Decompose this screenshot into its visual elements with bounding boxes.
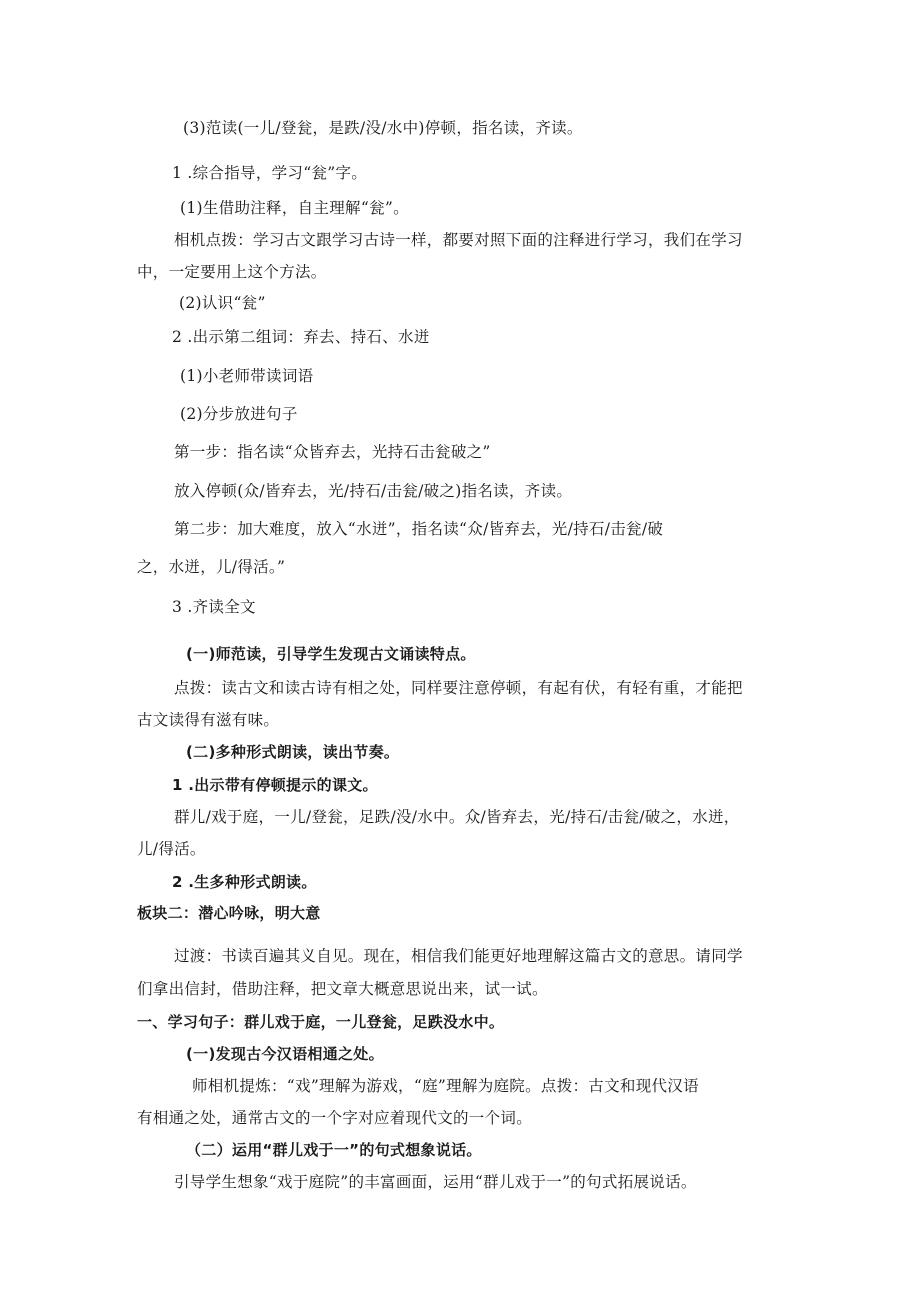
- section-heading: 1 .出示带有停顿提示的课文。: [172, 776, 378, 794]
- text-line: 第一步：指名读“众皆弃去，光持石击瓮破之”: [174, 443, 491, 461]
- text-line: 点拨：读古文和读古诗有相之处，同样要注意停顿，有起有伏，有轻有重，才能把: [174, 679, 743, 697]
- text-line: 3 .齐读全文: [172, 598, 256, 616]
- text-line: 有相通之处，通常古文的一个字对应着现代文的一个词。: [137, 1109, 533, 1127]
- text-line: 相机点拨：学习古文跟学习古诗一样，都要对照下面的注释进行学习，我们在学习: [174, 231, 743, 249]
- text-line: (1)小老师带读词语: [180, 367, 314, 385]
- text-line: (2)分步放进句子: [180, 405, 298, 423]
- text-line: 儿/得活。: [137, 840, 206, 858]
- block-heading: 板块二：潜心吟咏，明大意: [137, 904, 321, 922]
- section-heading: (一)发现古今汉语相通之处。: [186, 1045, 384, 1063]
- text-line: 中，一定要用上这个方法。: [137, 263, 327, 281]
- text-line: 们拿出信封，借助注释，把文章大概意思说出来，试一试。: [137, 980, 548, 998]
- text-line: 2 .出示第二组词：弃去、持石、水迸: [172, 328, 430, 346]
- section-heading: (一)师范读，引导学生发现古文诵读特点。: [186, 645, 476, 663]
- text-line: 师相机提炼：“戏”理解为游戏，“庭”理解为庭院。点拨：古文和现代汉语: [192, 1077, 699, 1095]
- text-line: 过渡：书读百遍其义自见。现在，相信我们能更好地理解这篇古文的意思。请同学: [174, 947, 743, 965]
- text-line: (2)认识“瓮”: [179, 294, 266, 312]
- section-heading: 2 .生多种形式朗读。: [172, 873, 317, 891]
- text-line: 引导学生想象“戏于庭院”的丰富画面，运用“群儿戏于一”的句式拓展说话。: [174, 1173, 697, 1191]
- text-line: 古文读得有滋有味。: [137, 711, 280, 729]
- text-line: (3)范读(一儿/登瓮，是跌/没/水中)停顿，指名读，齐读。: [183, 119, 583, 137]
- text-line: (1)生借助注释，自主理解“瓮”。: [180, 199, 409, 217]
- text-line: 放入停顿(众/皆弃去，光/持石/击瓮/破之)指名读，齐读。: [174, 482, 573, 500]
- section-heading: （二）运用“群儿戏于一”的句式想象说话。: [186, 1141, 482, 1159]
- section-heading: 一、学习句子：群儿戏于庭，一儿登瓮，足跌没水中。: [137, 1013, 505, 1031]
- text-line: 之，水迸，儿/得活。”: [137, 558, 286, 576]
- text-line: 1 .综合指导，学习“瓮”字。: [172, 164, 368, 182]
- text-line: 第二步：加大难度，放入“水迸”，指名读“众/皆弃去，光/持石/击瓮/破: [174, 520, 664, 538]
- section-heading: (二)多种形式朗读，读出节奏。: [186, 743, 400, 761]
- text-line: 群儿/戏于庭，一儿/登瓮，足跌/没/水中。众/皆弃去，光/持石/击瓮/破之，水迸，: [174, 808, 740, 826]
